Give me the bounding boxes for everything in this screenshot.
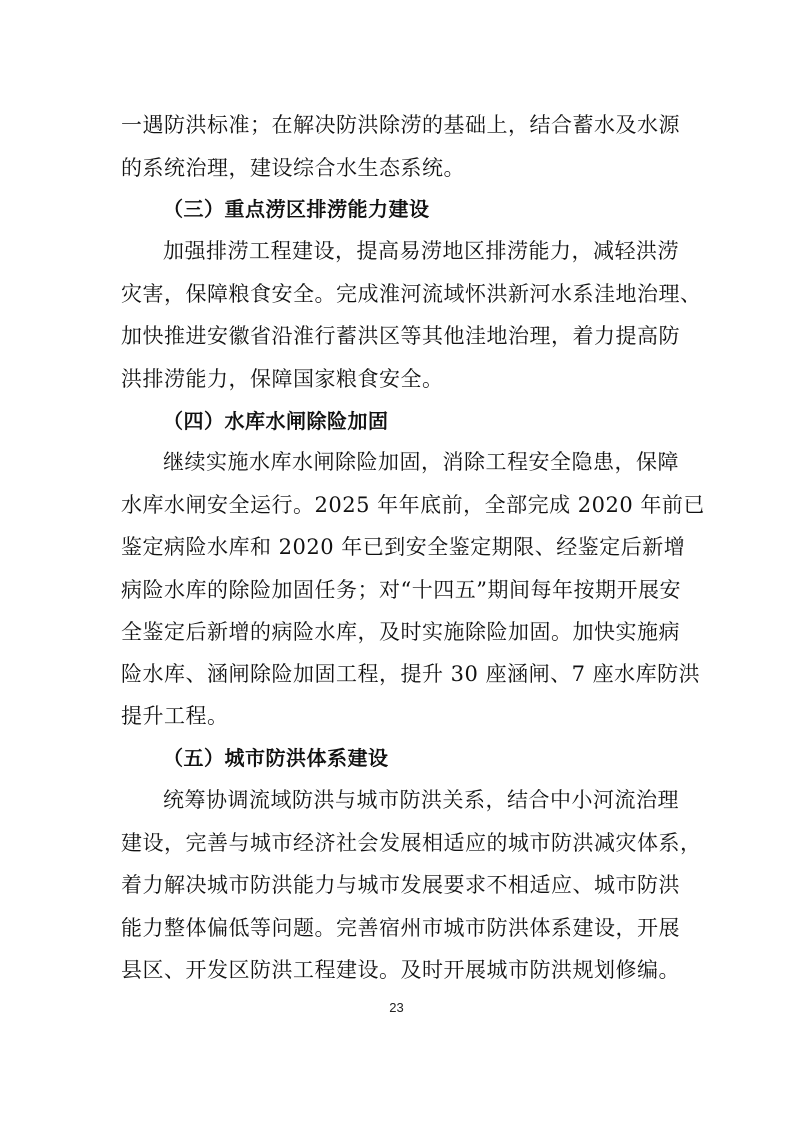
section-heading-3: （三）重点涝区排涝能力建设 [163, 197, 430, 221]
body-text-line: 鉴定病险水库和 2020 年已到安全鉴定期限、经鉴定后新增 [121, 535, 686, 559]
body-text-line: 统筹协调流域防洪与城市防洪关系，结合中小河流治理 [163, 788, 679, 812]
body-text-line: 一遇防洪标准；在解决防洪除涝的基础上，结合蓄水及水源 [121, 113, 680, 137]
body-text-line: 病险水库的除险加固任务；对“十四五”期间每年按期开展安 [121, 578, 681, 602]
body-text-line: 洪排涝能力，保障国家粮食安全。 [121, 367, 444, 391]
body-text-line: 全鉴定后新增的病险水库，及时实施除险加固。加快实施病 [121, 620, 680, 644]
page-number: 23 [389, 1000, 404, 1015]
body-text-line: 能力整体偏低等问题。完善宿州市城市防洪体系建设，开展 [121, 916, 680, 940]
body-text-line: 加快推进安徽省沿淮行蓄洪区等其他洼地治理，着力提高防 [121, 324, 680, 348]
section-heading-4: （四）水库水闸除险加固 [163, 409, 389, 433]
body-text-line: 建设，完善与城市经济社会发展相适应的城市防洪减灾体系， [121, 831, 702, 855]
body-text-line: 县区、开发区防洪工程建设。及时开展城市防洪规划修编。 [121, 958, 680, 982]
body-text-line: 灾害，保障粮食安全。完成淮河流域怀洪新河水系洼地治理、 [121, 282, 702, 306]
body-text-line: 险水库、涵闸除险加固工程，提升 30 座涵闸、7 座水库防洪 [121, 662, 701, 686]
body-text-line: 加强排涝工程建设，提高易涝地区排涝能力，减轻洪涝 [163, 239, 679, 263]
body-text-line: 继续实施水库水闸除险加固，消除工程安全隐患，保障 [163, 450, 679, 474]
body-text-line: 的系统治理，建设综合水生态系统。 [121, 156, 465, 180]
section-heading-5: （五）城市防洪体系建设 [163, 746, 389, 770]
body-text-line: 着力解决城市防洪能力与城市发展要求不相适应、城市防洪 [121, 873, 680, 897]
body-text-line: 水库水闸安全运行。2025 年年底前，全部完成 2020 年前已 [121, 493, 705, 517]
body-text-line: 提升工程。 [121, 704, 229, 728]
